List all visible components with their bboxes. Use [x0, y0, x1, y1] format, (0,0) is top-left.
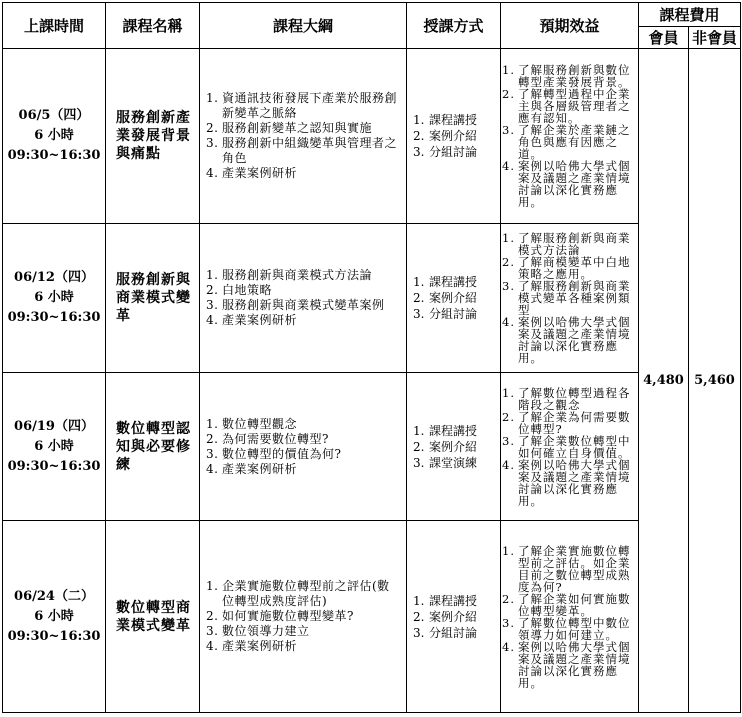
list-item: 4. 案例以哈佛大學式個案及議題之產業情境討論以深化實務應用。 [502, 639, 631, 690]
header-member: 會員 [639, 27, 689, 49]
list-item: 2. 了解企業如何實施數位轉型變革。 [502, 591, 631, 618]
teaching-method [407, 373, 501, 521]
list-item: 4. 產業案例研析 [206, 639, 298, 653]
header-method: 授課方式 [407, 3, 501, 49]
list-item: 3. 分組討論 [413, 145, 478, 159]
list-item: 2. 了解企業為何需要數位轉型? [502, 409, 631, 436]
session-hours-range: 09:30~16:30 [7, 458, 101, 474]
list-item: 2. 服務創新變革之認知與實施 [206, 121, 373, 135]
session-time [3, 373, 106, 521]
session-hours: 6 小時 [34, 438, 74, 454]
list-item: 1. 了解數位轉型過程各階段之觀念 [502, 385, 631, 412]
list-item: 1. 課程講授 [413, 113, 478, 127]
list-item: 2. 為何需要數位轉型? [206, 431, 329, 446]
course-schedule-table [2, 2, 741, 713]
list-item: 4. 產業案例研析 [206, 166, 298, 180]
list-item: 3. 課堂演練 [413, 455, 478, 470]
list-item: 2. 案例介紹 [413, 129, 478, 143]
table-row [3, 224, 741, 373]
session-hours: 6 小時 [34, 290, 74, 305]
session-hours-range: 09:30~16:30 [7, 310, 101, 325]
list-item: 2. 如何實施數位轉型變革? [206, 609, 354, 623]
header-time: 上課時間 [3, 3, 106, 49]
teaching-method [407, 521, 501, 713]
list-item: 2. 案例介紹 [413, 291, 478, 305]
course-outline [200, 373, 407, 521]
header-fee: 課程費用 [639, 3, 741, 27]
teaching-method [407, 49, 501, 224]
course-outline [200, 521, 407, 713]
table-row [3, 49, 741, 224]
list-item: 3. 分組討論 [413, 307, 478, 321]
list-item: 4. 產業案例研析 [206, 461, 298, 476]
list-item: 1. 資通訊技術發展下產業於服務創新變革之脈絡 [206, 91, 398, 120]
list-item: 3. 數位領導力建立 [206, 624, 310, 638]
list-item: 4. 案例以哈佛大學式個案及議題之產業情境討論以深化實務應用。 [502, 159, 631, 209]
expected-benefit [501, 49, 639, 224]
expected-benefit [501, 224, 639, 373]
list-item: 1. 了解服務創新與商業模式方法論 [502, 231, 631, 257]
list-item: 1. 企業實施數位轉型前之評估(數位轉型成熟度評估) [206, 579, 390, 608]
session-time [3, 521, 106, 713]
teaching-method [407, 224, 501, 373]
session-hours-range: 09:30~16:30 [7, 628, 101, 644]
list-item: 1. 課程講授 [413, 423, 478, 438]
list-item: 4. 產業案例研析 [206, 313, 298, 327]
list-item: 1. 了解服務創新與數位轉型產業發展背景。 [502, 63, 631, 89]
list-item: 1. 服務創新與商業模式方法論 [206, 268, 373, 282]
list-item: 3. 分組討論 [413, 625, 478, 640]
list-item: 3. 服務創新中組織變革與管理者之角色 [206, 136, 398, 165]
header-nonmember: 非會員 [689, 27, 741, 49]
list-item: 2. 了解轉型過程中企業主與各層級管理者之應有認知。 [502, 87, 631, 125]
header-benefit: 預期效益 [501, 3, 639, 49]
list-item: 4. 案例以哈佛大學式個案及議題之產業情境討論以深化實務應用。 [502, 457, 631, 508]
list-item: 2. 了解商模變革中白地策略之應用。 [502, 255, 631, 281]
header-course-name: 課程名稱 [106, 3, 200, 49]
list-item: 3. 服務創新與商業模式變革案例 [206, 298, 385, 312]
list-item: 4. 案例以哈佛大學式個案及議題之產業情境討論以深化實務應用。 [502, 315, 631, 365]
course-outline [200, 49, 407, 224]
list-item: 2. 案例介紹 [413, 439, 478, 454]
course-name: 數位轉型商業模式變革 [106, 521, 200, 713]
table-row [3, 521, 741, 713]
course-name: 服務創新與商業模式變革 [106, 224, 200, 373]
list-item: 1. 課程講授 [413, 275, 478, 289]
list-item: 2. 案例介紹 [413, 609, 478, 624]
list-item: 3. 了解企業於產業鏈之角色與應有因應之道。 [502, 123, 631, 161]
session-date: 06/12（四） [14, 270, 94, 285]
expected-benefit [501, 373, 639, 521]
list-item: 2. 白地策略 [206, 283, 273, 297]
session-time [3, 49, 106, 224]
course-name: 服務創新產業發展背景與痛點 [106, 49, 200, 224]
list-item: 1. 了解企業實施數位轉型前之評估。如企業目前之數位轉型成熟度為何? [502, 543, 631, 594]
header-outline: 課程大綱 [200, 3, 407, 49]
expected-benefit [501, 521, 639, 713]
table-row [3, 373, 741, 521]
session-hours-range: 09:30~16:30 [7, 148, 101, 163]
list-item: 3. 了解服務創新與商業模式變革各種案例類型 [502, 279, 631, 317]
member-fee: 4,480 [639, 49, 689, 713]
list-item: 3. 了解數位轉型中數位領導力如何建立。 [502, 615, 631, 642]
session-hours: 6 小時 [34, 128, 74, 143]
course-outline [200, 224, 407, 373]
list-item: 1. 課程講授 [413, 593, 478, 608]
list-item: 3. 了解企業數位轉型中如何確立自身價值。 [502, 433, 631, 460]
session-hours: 6 小時 [34, 608, 74, 624]
session-date: 06/19（四） [14, 418, 94, 434]
header-row [3, 3, 741, 27]
session-time [3, 224, 106, 373]
nonmember-fee: 5,460 [689, 49, 741, 713]
session-date: 06/5（四） [18, 108, 90, 123]
course-name: 數位轉型認知與必要修練 [106, 373, 200, 521]
list-item: 1. 數位轉型觀念 [206, 416, 298, 431]
session-date: 06/24（二） [14, 588, 94, 604]
list-item: 3. 數位轉型的價值為何? [206, 446, 342, 461]
